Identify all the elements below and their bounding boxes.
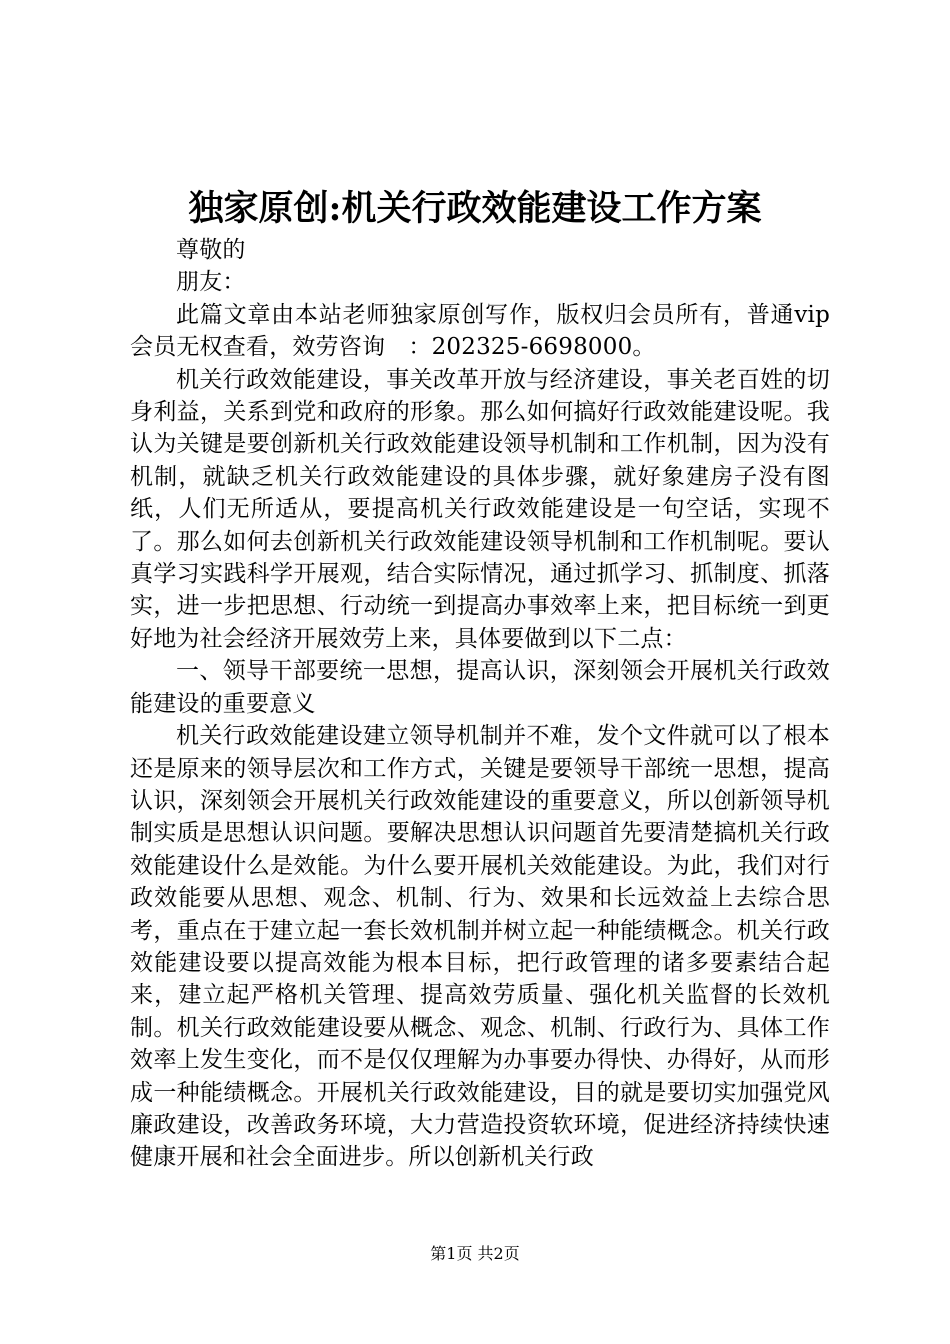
page-number-footer: 第1页 共2页 — [430, 1244, 520, 1263]
document-body — [130, 234, 830, 1174]
section-heading-1: 一、领导干部要统一思想，提高认识，深刻领会开展机关行政效能建设的重要意义 — [130, 658, 830, 717]
intro-paragraph: 机关行政效能建设，事关改革开放与经济建设，事关老百姓的切身利益，关系到党和政府的形象。那么如何搞好行政效能建设呢。我认为关键是要创新机关行政效能建设领导机制和工作机制，因为没有机制，就缺乏机关行政效能建设的具体步骤，就好象建房子没有图纸，人们无所适从，要提高机关行政效能建设是一句空话，实现不了。那么如何去创新机关行政效能建设领导机制和工作机制呢。要认真学习实践科学开展观，结合实际情况，通过抓学习、抓制度、抓落实，进一步把思想、行动统一到提高办事效率上来，把目标统一到更好地为社会经济开展效劳上来，具体要做到以下二点： — [130, 366, 830, 652]
salutation-line-1: 尊敬的 — [176, 237, 246, 263]
document-title: 独家原创:机关行政效能建设工作方案 — [188, 188, 762, 229]
section-1-paragraph: 机关行政效能建设建立领导机制并不难，发个文件就可以了根本还是原来的领导层次和工作方式，关键是要领导干部统一思想，提高认识，深刻领会开展机关行政效能建设的重要意义，所以创新领导机制实质是思想认识问题。要解决思想认识问题首先要清楚搞机关行政效能建设什么是效能。为什么要开展机关效能建设。为此，我们对行政效能要从思想、观念、机制、行为、效果和长远效益上去综合思考，重点在于建立起一套长效机制并树立起一种能绩概念。机关行政效能建设要以提高效能为根本目标，把行政管理的诸多要素结合起来，建立起严格机关管理、提高效劳质量、强化机关监督的长效机制。机关行政效能建设要从概念、观念、机制、行政行为、具体工作效率上发生变化，而不是仅仅理解为办事要办得快、办得好，从而形成一种能绩概念。开展机关行政效能建设，目的就是要切实加强党风廉政建设，改善政务环境，大力营造投资软环境，促进经济持续快速健康开展和社会全面进步。所以创新机关行政 — [130, 723, 830, 1171]
copyright-notice-paragraph: 此篇文章由本站老师独家原创写作，版权归会员所有，普通vip会员无权查看，效劳咨询 ：202325-6698000。 — [130, 301, 830, 361]
salutation-line-2: 朋友： — [176, 269, 246, 296]
